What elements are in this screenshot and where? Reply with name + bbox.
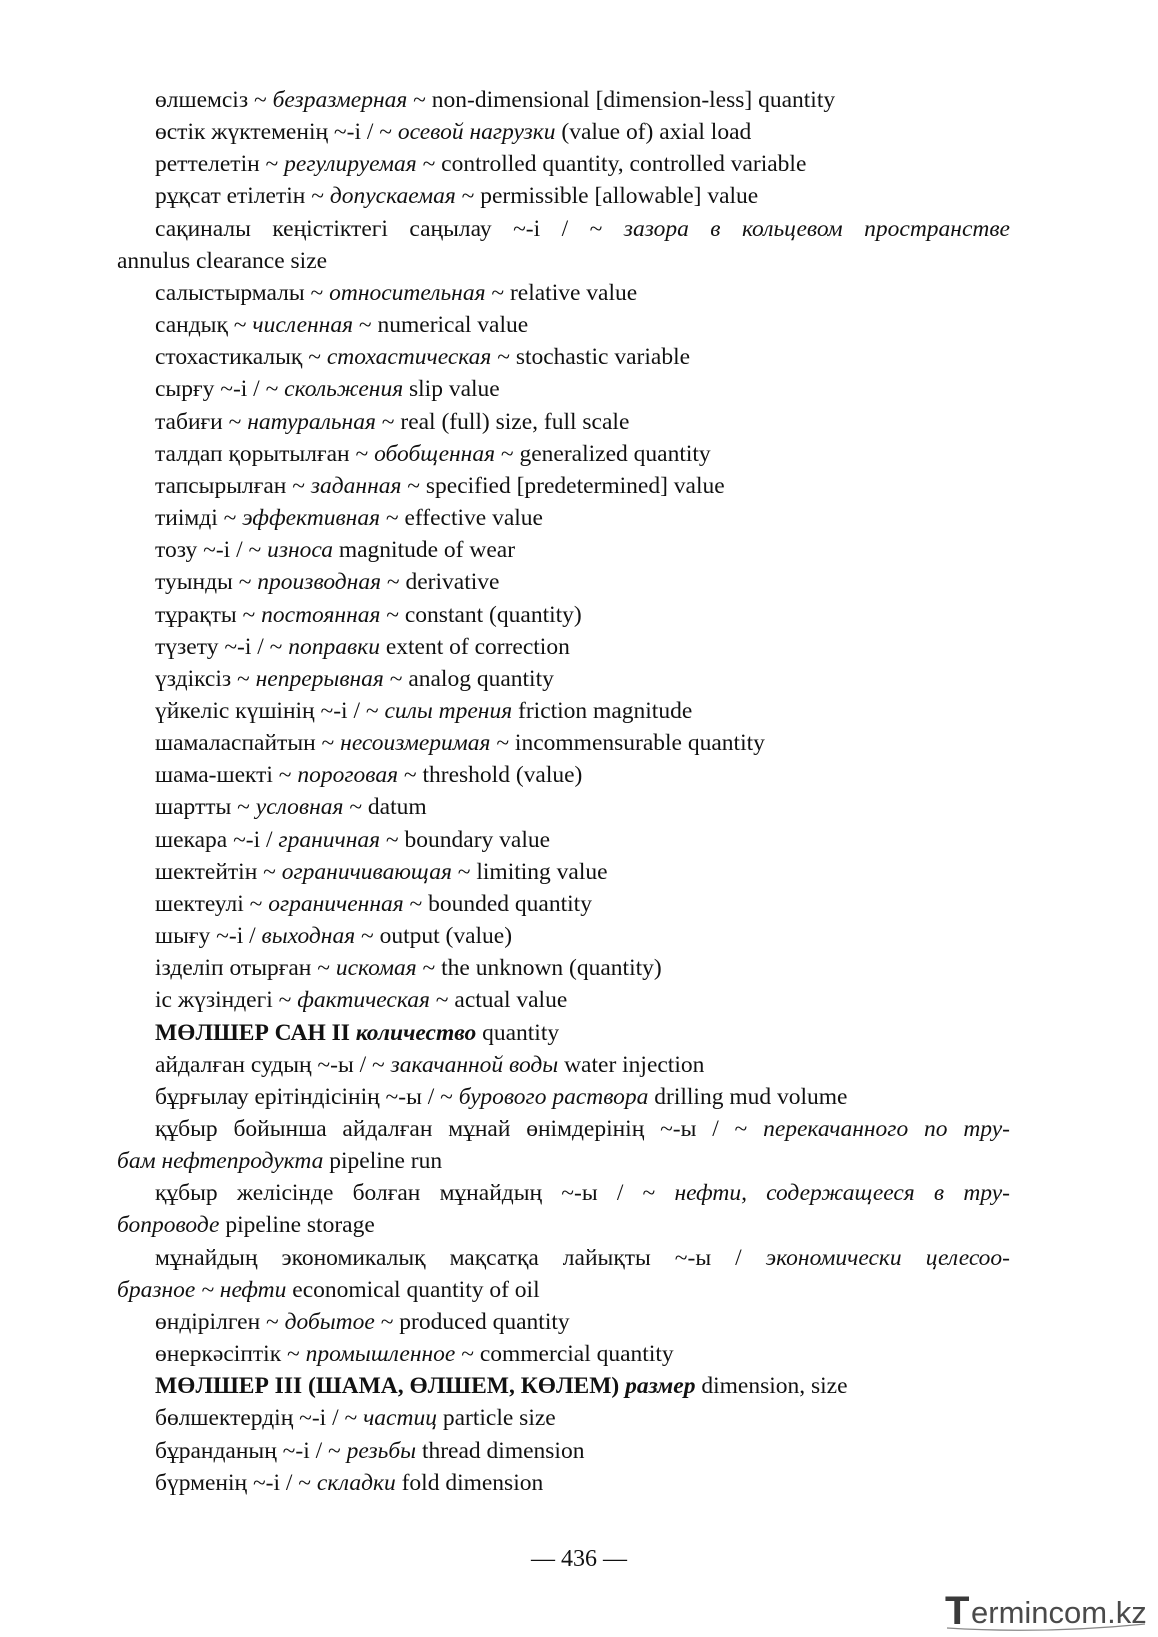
dictionary-line: [117, 1338, 1010, 1370]
entry-text: ~ generalized quantity: [495, 440, 711, 467]
headword: количество: [355, 1019, 477, 1046]
russian-term: нефти, содержащееся в тру-: [674, 1180, 1010, 1207]
dictionary-line: [117, 180, 1010, 212]
dictionary-line: [117, 309, 1010, 341]
entry-text: ~ incommensurable quantity: [490, 730, 765, 757]
russian-term: допускаемая: [329, 183, 456, 210]
entry-text: ~ the unknown (quantity): [416, 955, 662, 982]
entry-text: тұрақты ~: [155, 601, 262, 628]
russian-term: закачанной воды: [390, 1051, 559, 1078]
dictionary-line: [117, 502, 1010, 534]
russian-term: стохастическая: [326, 344, 492, 371]
entry-text: тапсырылған ~: [155, 472, 311, 499]
entry-text: өстік жүктеменің ~-і / ~: [155, 119, 398, 146]
russian-term: износа: [267, 537, 333, 564]
russian-term: фактическая: [297, 987, 430, 1014]
entry-text: drilling mud volume: [648, 1083, 848, 1110]
entry-text: үйкеліс күшінің ~-і / ~: [155, 697, 385, 724]
dictionary-line: [117, 1306, 1010, 1338]
russian-term: пороговая: [297, 762, 399, 789]
entry-text: тиімді ~: [155, 505, 243, 532]
entry-text: particle size: [436, 1405, 556, 1432]
russian-term: частиц: [363, 1405, 437, 1432]
dictionary-line: [117, 534, 1010, 566]
entry-text: мұнайдың экономикалық мақсатқа лайықты ~-ы /: [155, 1244, 766, 1271]
dictionary-line: [117, 1113, 1010, 1145]
entry-text: ~ actual value: [429, 987, 568, 1014]
entry-text: сақиналы кеңістіктегі саңылау ~-і / ~: [155, 215, 624, 242]
entry-text: ~ constant (quantity): [380, 601, 582, 628]
dictionary-line: [117, 470, 1010, 502]
dictionary-line: [117, 631, 1010, 663]
dictionary-line: [117, 1177, 1010, 1209]
russian-term: добытое: [284, 1308, 375, 1335]
entry-text: құбыр бойынша айдалған мұнай өнімдерінің ~-ы / ~: [155, 1116, 764, 1142]
termincom-watermark[interactable]: [945, 1588, 1150, 1632]
russian-term: силы трения: [384, 697, 513, 724]
entry-text: рұқсат етілетін ~: [155, 183, 330, 210]
russian-term: заданная: [310, 472, 402, 499]
russian-term: обобщенная: [374, 440, 496, 467]
entry-text: өнеркәсіптік ~: [155, 1341, 306, 1368]
headword: МӨЛШЕР ІІІ (ШАМА, ӨЛШЕМ, КӨЛЕМ): [155, 1373, 626, 1400]
entry-text: (value of) axial load: [555, 119, 752, 146]
russian-term: ограничивающая: [281, 858, 452, 885]
dictionary-line: [117, 888, 1010, 920]
entry-text: thread dimension: [416, 1437, 585, 1464]
entry-text: бұранданың ~-і / ~: [155, 1437, 347, 1464]
russian-term: резьбы: [346, 1437, 417, 1464]
dictionary-line: [117, 1435, 1010, 1467]
dictionary-line: [117, 1242, 1010, 1274]
russian-term: выходная: [261, 923, 356, 950]
dictionary-line: [117, 952, 1010, 984]
entry-text: шартты ~: [155, 794, 256, 821]
entry-text: стохастикалық ~: [155, 344, 327, 371]
dictionary-line: [117, 759, 1010, 791]
entry-text: сырғу ~-і / ~: [155, 376, 285, 403]
dictionary-line: [117, 1081, 1010, 1113]
entry-text: шектейтін ~: [155, 858, 282, 885]
entry-text: іс жүзіндегі ~: [155, 987, 298, 1014]
entry-text: шамаласпайтын ~: [155, 730, 341, 757]
dictionary-line: [117, 566, 1010, 598]
dictionary-line: [117, 727, 1010, 759]
entry-text: табиғи ~: [155, 408, 248, 435]
dictionary-line: [117, 84, 1010, 116]
entry-text: шама-шекті ~: [155, 762, 298, 789]
dictionary-line: [117, 245, 1010, 277]
dictionary-line: [117, 1209, 1010, 1241]
dictionary-line: [117, 599, 1010, 631]
russian-term: бурового раствора: [458, 1083, 649, 1110]
russian-term: эффективная: [242, 505, 380, 532]
dictionary-line: [117, 984, 1010, 1016]
entry-text: реттелетін ~: [155, 151, 285, 178]
entry-text: бүрменің ~-і / ~: [155, 1469, 317, 1496]
entry-text: сандық ~: [155, 312, 253, 339]
dictionary-line: [117, 1402, 1010, 1434]
entry-text: талдап қорытылған ~: [155, 440, 375, 467]
entry-text: ~ boundary value: [380, 826, 551, 853]
dictionary-line: [117, 438, 1010, 470]
headword: МӨЛШЕР САН ІІ: [155, 1019, 356, 1046]
entry-text: ~ commercial quantity: [455, 1341, 674, 1368]
russian-term: перекачанного по тру-: [763, 1116, 1010, 1142]
russian-term: безразмерная: [272, 87, 408, 113]
dictionary-line: [117, 1017, 1010, 1049]
russian-term: регулируемая: [284, 151, 417, 178]
entry-text: ~ controlled quantity, controlled variable: [416, 151, 807, 178]
dictionary-line: [117, 406, 1010, 438]
entry-text: ~ derivative: [381, 569, 500, 596]
entry-text: ~ effective value: [380, 505, 543, 532]
entry-text: шығу ~-і /: [155, 923, 262, 950]
entry-text: ~ real (full) size, full scale: [375, 408, 630, 435]
dictionary-line: [117, 1274, 1010, 1306]
dictionary-line: [117, 1145, 1010, 1177]
entry-text: ~ stochastic variable: [491, 344, 691, 371]
dictionary-line: [117, 373, 1010, 405]
dictionary-line: [117, 1467, 1010, 1499]
entry-text: annulus clearance size: [117, 247, 328, 274]
entry-text: тозу ~-і / ~: [155, 537, 268, 564]
entry-text: ~ permissible [allowable] value: [455, 183, 759, 210]
russian-term: бам нефтепродукта: [117, 1148, 324, 1175]
entry-text: салыстырмалы ~: [155, 279, 330, 306]
page-number: — 436 —: [531, 1546, 627, 1572]
entry-text: ~ threshold (value): [398, 762, 583, 789]
dictionary-line: [117, 1049, 1010, 1081]
russian-term: численная: [252, 312, 354, 339]
entry-text: шекара ~-і /: [155, 826, 279, 853]
russian-term: скольжения: [284, 376, 404, 403]
entry-text: water injection: [558, 1051, 705, 1078]
entry-text: fold dimension: [395, 1469, 544, 1496]
entry-text: slip value: [403, 376, 500, 403]
russian-term: зазора в кольцевом пространстве: [623, 215, 1010, 242]
russian-term: промышленное: [305, 1341, 456, 1368]
entry-text: ізделіп отырған ~: [155, 955, 336, 982]
entry-text: ~ specified [predetermined] value: [401, 472, 725, 499]
entry-text: pipeline run: [323, 1148, 443, 1175]
russian-term: производная: [257, 569, 382, 596]
russian-term: экономически целесоо-: [765, 1244, 1010, 1271]
dictionary-line: [117, 1370, 1010, 1402]
dictionary-line: [117, 663, 1010, 695]
russian-term: поправки: [288, 633, 380, 660]
entry-text: туынды ~: [155, 569, 258, 596]
headword: размер: [625, 1373, 696, 1400]
entry-text: үздіксіз ~: [155, 665, 256, 692]
entry-text: magnitude of wear: [332, 537, 516, 564]
russian-term: осевой нагрузки: [397, 119, 556, 146]
entry-text: бұрғылау ерітіндісінің ~-ы / ~: [155, 1083, 459, 1110]
entry-text: өндірілген ~: [155, 1308, 285, 1335]
entry-text: бөлшектердің ~-і / ~: [155, 1405, 364, 1432]
dictionary-page: [117, 84, 1010, 1499]
entry-text: айдалған судың ~-ы / ~: [155, 1051, 391, 1078]
entry-text: құбыр желісінде болған мұнайдың ~-ы / ~: [155, 1180, 675, 1207]
russian-term: граничная: [278, 826, 381, 853]
russian-term: относительная: [329, 279, 486, 306]
dictionary-line: [117, 791, 1010, 823]
entry-text: ~ datum: [343, 794, 427, 821]
entry-text: ~ limiting value: [451, 858, 608, 885]
entry-text: ~ analog quantity: [383, 665, 554, 692]
dictionary-line: [117, 277, 1010, 309]
dictionary-line: [117, 695, 1010, 727]
entry-text: өлшемсіз ~: [155, 87, 273, 113]
dictionary-line: [117, 213, 1010, 245]
entry-text: ~ produced quantity: [374, 1308, 570, 1335]
entry-text: dimension, size: [695, 1373, 848, 1400]
russian-term: условная: [255, 794, 344, 821]
entry-text: түзету ~-і / ~: [155, 633, 289, 660]
entry-text: economical quantity of oil: [286, 1276, 540, 1303]
watermark-logo-icon: [945, 1588, 1150, 1632]
russian-term: несоизмеримая: [340, 730, 491, 757]
russian-term: непрерывная: [255, 665, 384, 692]
dictionary-line: [117, 920, 1010, 952]
entry-text: шектеулі ~: [155, 890, 269, 917]
entry-text: ~ non-dimensional [dimension-less] quantity: [407, 87, 836, 113]
svg-text:ermincom.kz: ermincom.kz: [971, 1595, 1147, 1630]
entry-text: pipeline storage: [219, 1212, 375, 1239]
russian-term: искомая: [335, 955, 417, 982]
entry-text: ~ bounded quantity: [403, 890, 592, 917]
russian-term: бразное ~ нефти: [117, 1276, 287, 1303]
entry-text: ~ relative value: [485, 279, 638, 306]
russian-term: складки: [316, 1469, 396, 1496]
russian-term: постоянная: [261, 601, 381, 628]
entry-text: ~ numerical value: [353, 312, 529, 339]
svg-text:T: T: [945, 1589, 970, 1632]
russian-term: бопроводе: [117, 1212, 220, 1239]
entry-text: extent of correction: [379, 633, 570, 660]
dictionary-line: [117, 116, 1010, 148]
dictionary-line: [117, 824, 1010, 856]
entry-text: quantity: [476, 1019, 560, 1046]
russian-term: ограниченная: [268, 890, 404, 917]
entry-text: friction magnitude: [512, 697, 693, 724]
entry-text: ~ output (value): [355, 923, 513, 950]
dictionary-line: [117, 856, 1010, 888]
russian-term: натуральная: [247, 408, 376, 435]
dictionary-line: [117, 341, 1010, 373]
dictionary-line: [117, 148, 1010, 180]
